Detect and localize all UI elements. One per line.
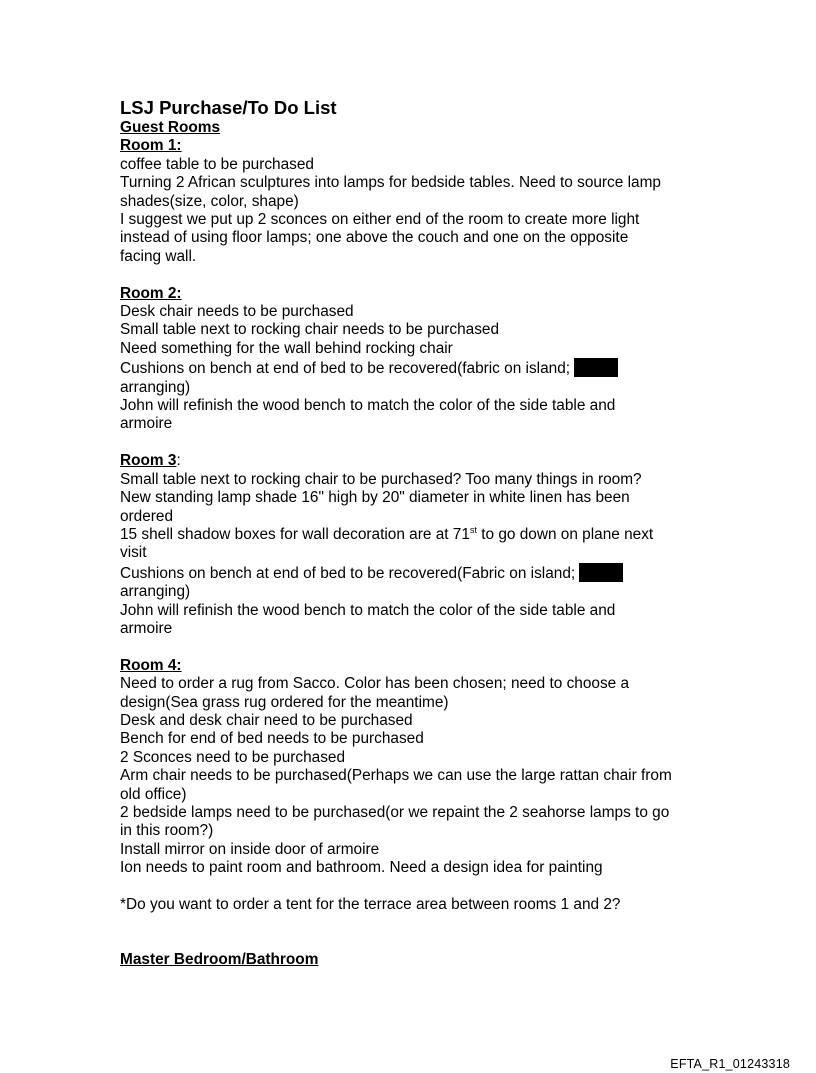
spacer: [120, 434, 760, 452]
redaction-box: [579, 563, 623, 582]
room-1-line: shades(size, color, shape): [120, 192, 299, 210]
spacer: [120, 878, 760, 896]
room-2-line: arranging): [120, 378, 191, 396]
room-3-line: ordered: [120, 507, 174, 525]
room-3-line: John will refinish the wood bench to match the color of the side table and: [120, 601, 616, 619]
room-1-line: facing wall.: [120, 247, 197, 265]
room-4-line: in this room?): [120, 822, 214, 840]
room-3-line: New standing lamp shade 16" high by 20" diameter in white linen has been: [120, 489, 630, 507]
room-4-line: design(Sea grass rug ordered for the meantime): [120, 693, 449, 711]
room-2-cushions-text: Cushions on bench at end of bed to be recovered(fabric on island;: [120, 360, 571, 378]
room-3-heading-line: [120, 452, 760, 470]
room-4-line: Bench for end of bed needs to be purchased: [120, 730, 424, 748]
room-4-line: Arm chair needs to be purchased(Perhaps we can use the large rattan chair from: [120, 767, 672, 785]
room-4-line: Desk and desk chair need to be purchased: [120, 711, 413, 729]
document-body: [120, 97, 760, 970]
room-4-line: Install mirror on inside door of armoire: [120, 840, 380, 858]
room-3-line: Small table next to rocking chair to be purchased? Too many things in room?: [120, 470, 642, 488]
room-3-line: armoire: [120, 619, 173, 637]
room-4-line: old office): [120, 785, 187, 803]
room-1-heading: Room 1:: [120, 137, 182, 155]
room-2-cushions-line: [120, 358, 760, 378]
room-1-line: I suggest we put up 2 sconces on either end of the room to create more light: [120, 211, 640, 229]
room-1-line: coffee table to be purchased: [120, 155, 314, 173]
room-4-line: Need to order a rug from Sacco. Color has been chosen; need to choose a: [120, 675, 630, 693]
spacer: [120, 638, 760, 656]
spacer: [120, 266, 760, 284]
terrace-note: *Do you want to order a tent for the terrace area between rooms 1 and 2?: [120, 896, 621, 913]
room-4-heading: Room 4:: [120, 656, 182, 674]
document-id-footer: EFTA_R1_01243318: [670, 1057, 790, 1071]
room-2-line: John will refinish the wood bench to match the color of the side table and: [120, 397, 616, 415]
master-bedroom-heading: Master Bedroom/Bathroom: [120, 951, 319, 969]
room-3-shell-text: 15 shell shadow boxes for wall decoration are at 71: [120, 525, 470, 543]
room-2-line: armoire: [120, 415, 173, 433]
room-3-shell-sup: st: [469, 524, 477, 535]
room-2-heading: Room 2:: [120, 284, 182, 302]
room-3-shell-line: [120, 526, 760, 544]
room-3-line: arranging): [120, 583, 191, 601]
room-4-line: 2 Sconces need to be purchased: [120, 748, 346, 766]
room-1-line: instead of using floor lamps; one above the couch and one on the opposite: [120, 229, 629, 247]
section-heading-guest-rooms: Guest Rooms: [120, 119, 221, 136]
document-title: LSJ Purchase/To Do List: [120, 97, 337, 118]
room-3-cushions-text: Cushions on bench at end of bed to be recovered(Fabric on island;: [120, 564, 576, 582]
room-2-line: Need something for the wall behind rocking chair: [120, 339, 453, 357]
room-4-line: Ion needs to paint room and bathroom. Need a design idea for painting: [120, 859, 603, 877]
room-3-line: visit: [120, 544, 147, 562]
room-1-line: Turning 2 African sculptures into lamps for bedside tables. Need to source lamp: [120, 174, 661, 192]
room-4-line: 2 bedside lamps need to be purchased(or we repaint the 2 seahorse lamps to go: [120, 803, 670, 821]
room-3-heading-suffix: :: [176, 452, 181, 470]
room-3-shell-text-end: to go down on plane next: [476, 525, 654, 543]
room-3-cushions-line: [120, 563, 760, 583]
redaction-box: [574, 358, 618, 377]
room-2-line: Small table next to rocking chair needs to be purchased: [120, 321, 500, 339]
room-2-line: Desk chair needs to be purchased: [120, 303, 354, 321]
room-3-heading: Room 3: [120, 452, 177, 470]
spacer: [120, 914, 760, 951]
